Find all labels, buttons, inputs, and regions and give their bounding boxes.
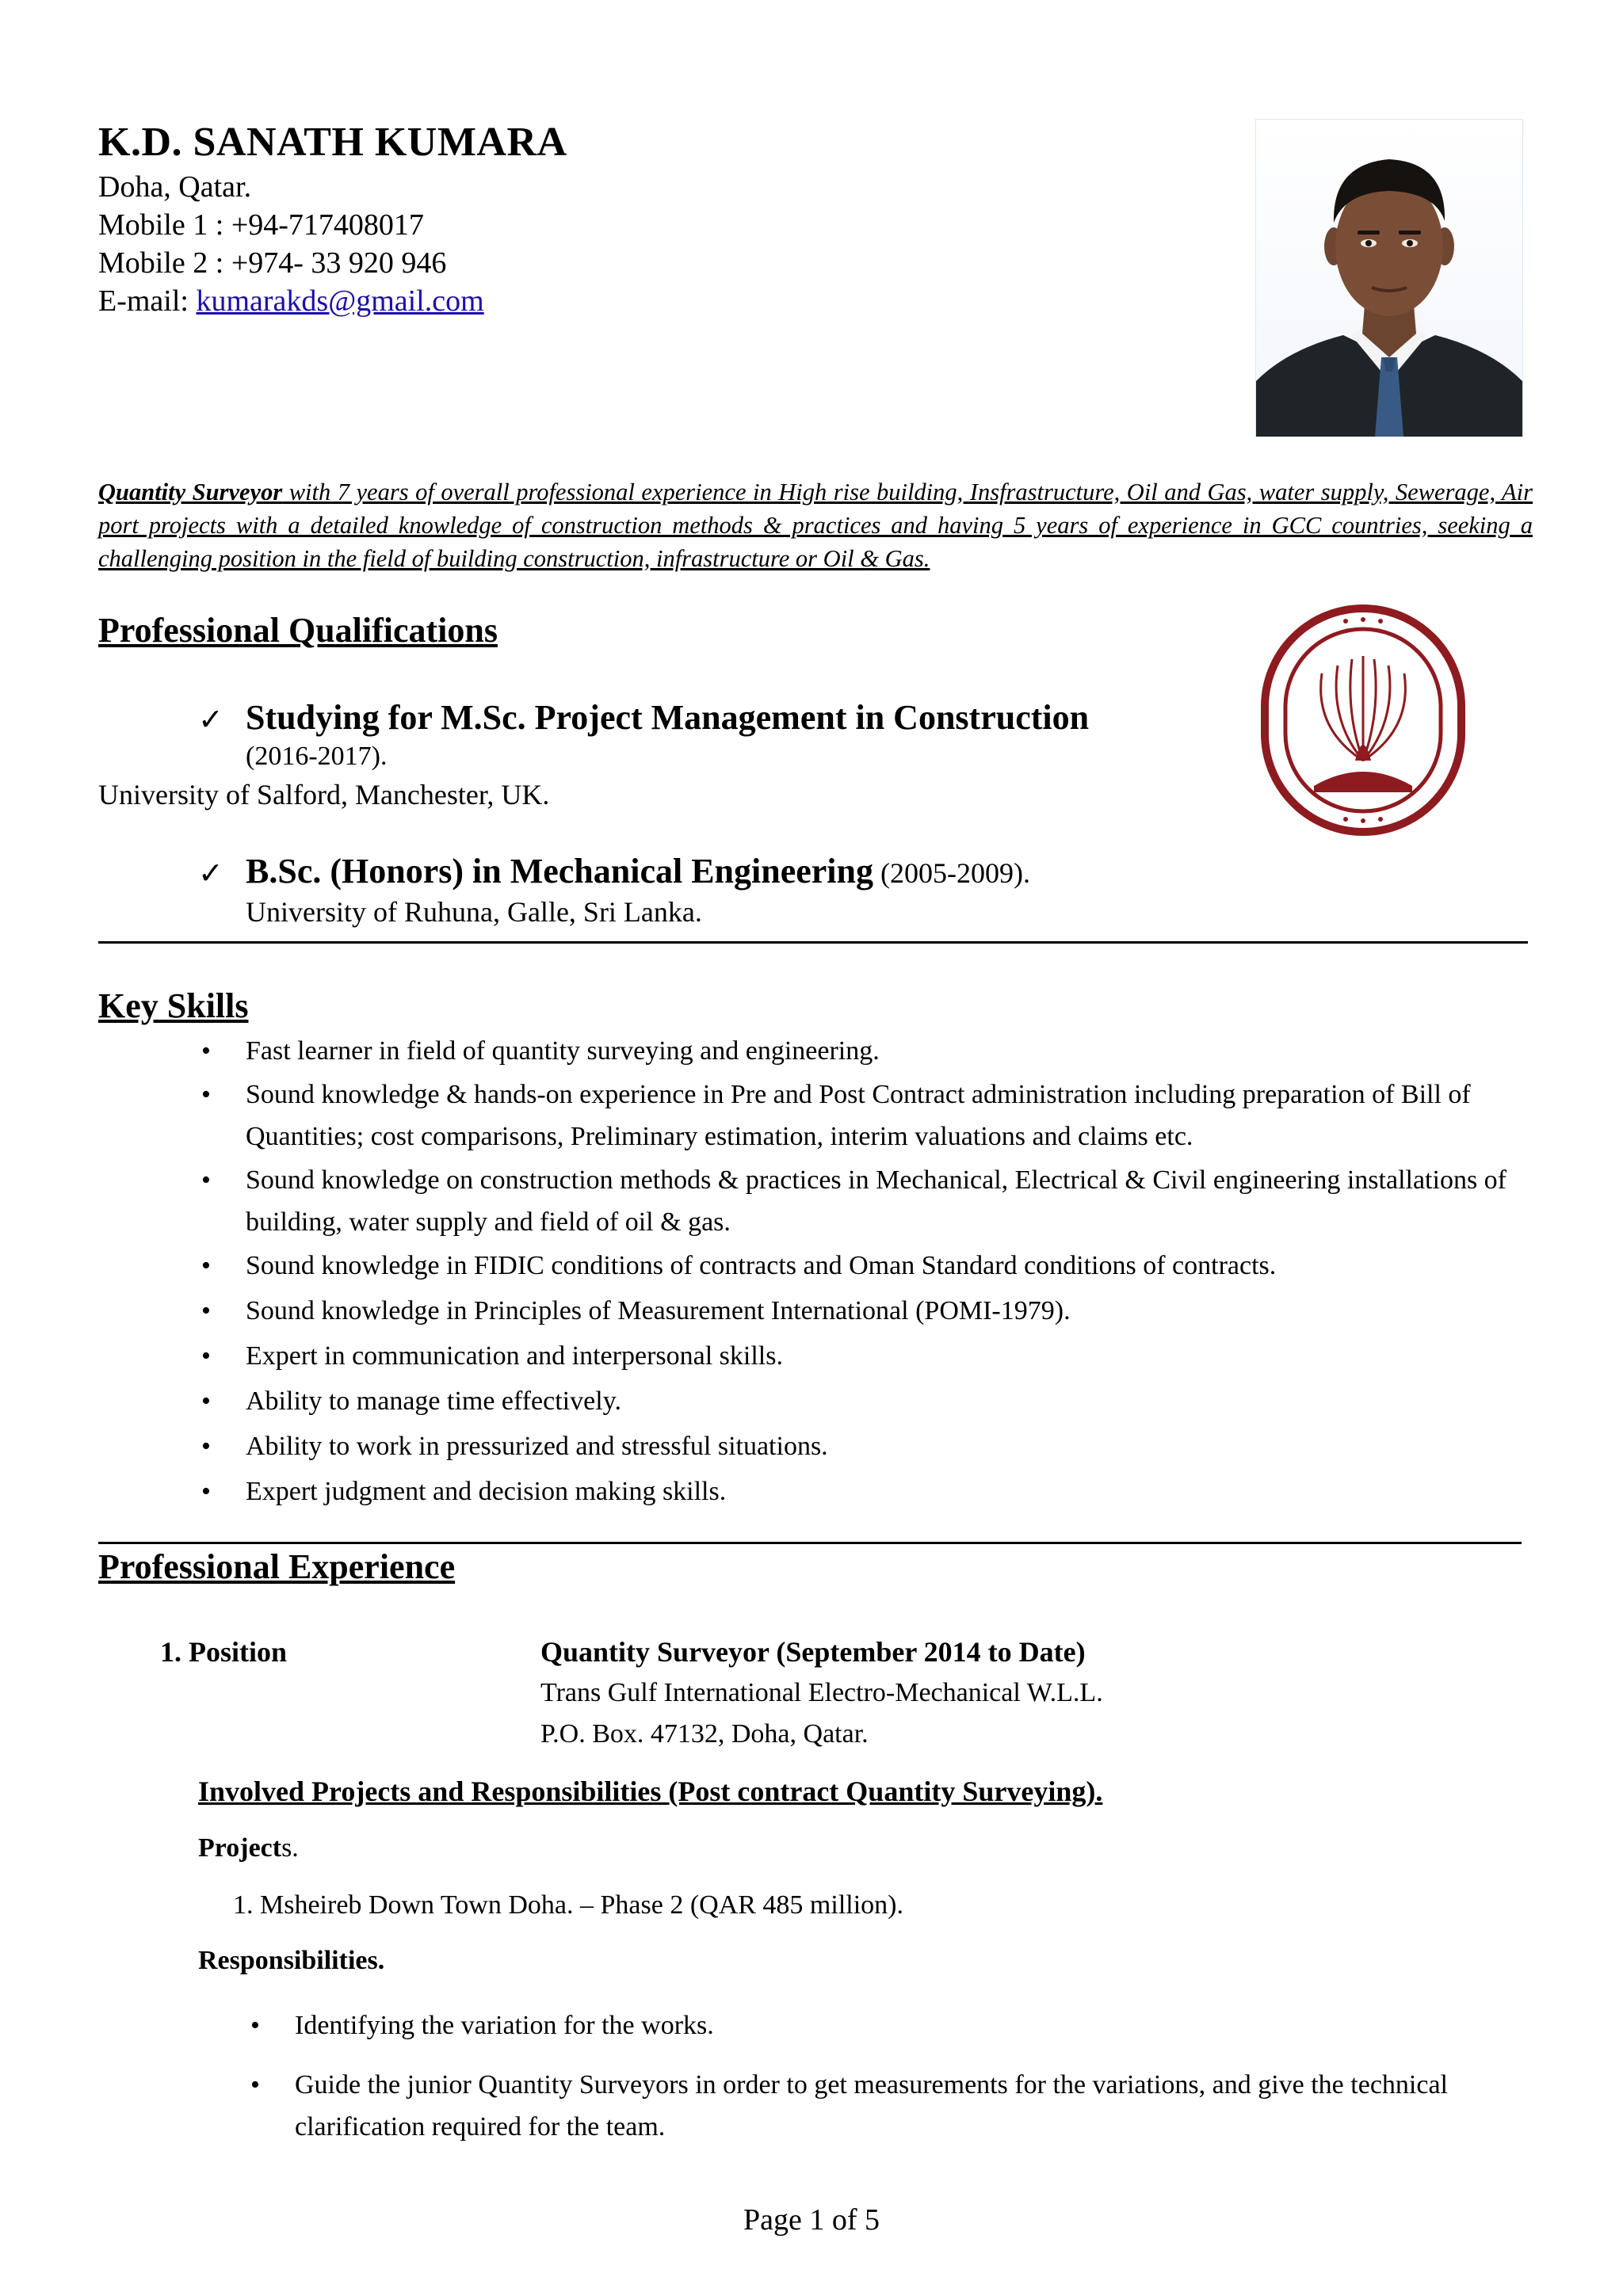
divider: [98, 941, 1528, 944]
list-item: • Expert judgment and decision making skills.: [246, 1470, 1537, 1512]
page-number: Page 1 of 5: [743, 2203, 880, 2237]
qualifications-heading: Professional Qualifications: [98, 611, 498, 650]
project-item: 1. Msheireb Down Town Doha. – Phase 2 (QAR 485 million).: [233, 1890, 903, 1920]
list-item: • Sound knowledge on construction methods & practices in Mechanical, Electrical & Civil engineering installations of building, water supply and field of oil & gas.: [246, 1159, 1537, 1243]
email-label: E-mail:: [98, 284, 197, 318]
qualification-institution: University of Ruhuna, Galle, Sri Lanka.: [246, 896, 702, 928]
involved-projects-heading: Involved Projects and Responsibilities (Post contract Quantity Surveying).: [198, 1775, 1103, 1807]
qualification-title: Studying for M.Sc. Project Management in Construction: [246, 698, 1090, 737]
candidate-name: K.D. SANATH KUMARA: [98, 120, 567, 165]
bullet-icon: •: [250, 2011, 260, 2040]
list-item: • Expert in communication and interpersonal skills.: [246, 1335, 1537, 1377]
qualification-institution: University of Salford, Manchester, UK.: [98, 779, 550, 810]
location: Doha, Qatar.: [98, 170, 252, 204]
company-name: Trans Gulf International Electro-Mechanical W.L.L.: [540, 1678, 1103, 1707]
experience-heading: Professional Experience: [98, 1547, 456, 1586]
bullet-icon: •: [250, 2070, 260, 2100]
check-icon: ✓: [198, 704, 223, 737]
profile-photo: [1255, 119, 1523, 437]
bullet-icon: •: [201, 1341, 211, 1371]
mobile-2: Mobile 2 : +974- 33 920 946: [98, 246, 447, 280]
qualification-years: (2016-2017).: [246, 742, 388, 771]
key-skills-heading: Key Skills: [98, 986, 249, 1025]
email-line: [98, 282, 484, 320]
bullet-icon: •: [201, 1036, 211, 1066]
email-link[interactable]: kumarakds@gmail.com: [196, 284, 484, 318]
summary-text: with 7 years of overall professional experience in High rise building, Insfrastructure, Oil and Gas, water supply, Sewerage, Air port projects with a detailed knowledge of construction methods & practices and having 5 years of experience in GCC countries, seeking a challenging position in the field of building construction, infrastructure or Oil & Gas.: [98, 479, 1533, 572]
qualification-title: B.Sc. (Honors) in Mechanical Engineering: [246, 852, 873, 891]
key-skills-list: [201, 1030, 1537, 1512]
list-item: • Guide the junior Quantity Surveyors in order to get measurements for the variations, and give the technical clarification required for the team.: [295, 2064, 1531, 2148]
bullet-icon: •: [201, 1477, 211, 1506]
divider: [98, 1542, 1522, 1544]
professional-summary: [98, 475, 1533, 575]
bullet-icon: •: [201, 1386, 211, 1416]
responsibilities-label: Responsibilities.: [198, 1946, 385, 1975]
mobile-1: Mobile 1 : +94-717408017: [98, 208, 424, 242]
bullet-icon: •: [201, 1080, 211, 1109]
projects-label: Projects.: [198, 1833, 299, 1863]
position-label: 1. Position: [160, 1636, 288, 1668]
check-icon: ✓: [198, 857, 223, 891]
list-item: • Sound knowledge & hands-on experience in Pre and Post Contract administration including preparation of Bill of Quantities; cost comparisons, Preliminary estimation, interim valuations and claims etc.: [246, 1074, 1537, 1158]
responsibilities-list: [250, 2004, 1531, 2148]
university-seal-logo: [1258, 602, 1468, 838]
qualification-years: (2005-2009).: [873, 857, 1030, 889]
bullet-icon: •: [201, 1251, 211, 1280]
list-item: • Sound knowledge in FIDIC conditions of contracts and Oman Standard conditions of contracts.: [246, 1245, 1537, 1287]
list-item: • Sound knowledge in Principles of Measurement International (POMI-1979).: [246, 1290, 1537, 1332]
summary-title: Quantity Surveyor: [98, 479, 283, 505]
list-item: • Ability to manage time effectively.: [246, 1380, 1537, 1422]
list-item: • Fast learner in field of quantity surveying and engineering.: [246, 1030, 1537, 1072]
company-address: P.O. Box. 47132, Doha, Qatar.: [540, 1719, 869, 1749]
bullet-icon: •: [201, 1165, 211, 1195]
position-title: Quantity Surveyor (September 2014 to Date): [540, 1636, 1086, 1668]
list-item: • Ability to work in pressurized and stressful situations.: [246, 1425, 1537, 1467]
bullet-icon: •: [201, 1296, 211, 1325]
bullet-icon: •: [201, 1432, 211, 1461]
list-item: • Identifying the variation for the works.: [295, 2004, 1531, 2046]
